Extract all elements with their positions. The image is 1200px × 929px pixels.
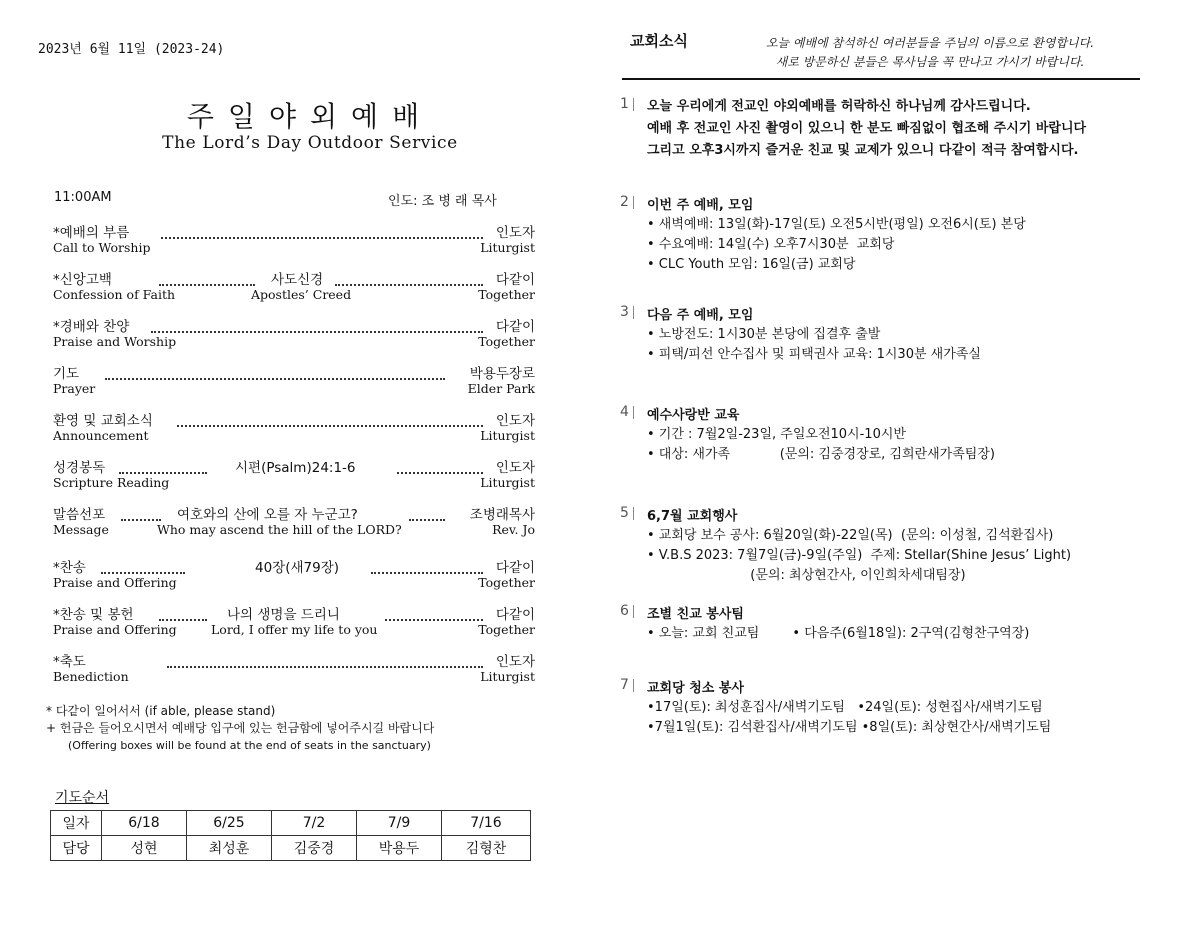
item-korean: *축도 bbox=[53, 654, 86, 670]
leader-dots bbox=[105, 362, 445, 380]
item-english: Praise and Worship bbox=[53, 334, 177, 349]
service-leader: 인도: 조 병 래 목사 bbox=[388, 194, 497, 209]
item-english: Benediction bbox=[53, 669, 129, 684]
section-heading: 다음 주 예배, 모임 bbox=[647, 308, 754, 323]
order-item-offering bbox=[53, 603, 535, 643]
table-row bbox=[51, 811, 531, 836]
leader-dots bbox=[159, 603, 207, 621]
news-section-7 bbox=[620, 677, 1180, 739]
section-number: 1 bbox=[620, 96, 629, 112]
news-section-2 bbox=[620, 194, 1180, 276]
news-section-3 bbox=[620, 304, 1180, 366]
item-korean: *예배의 부름 bbox=[53, 225, 130, 241]
section-body: • 노방전도: 1시30분 본당에 집결후 출발 • 피택/피선 안수집사 및 피택권사 교육: 1시30분 새가족실 bbox=[647, 327, 981, 362]
section-heading: 예수사랑반 교육 bbox=[647, 408, 740, 423]
item-person: 조병래목사 bbox=[469, 507, 535, 523]
section-marker bbox=[633, 306, 634, 319]
leader-dots bbox=[119, 456, 207, 474]
table-cell: 6/25 bbox=[187, 811, 272, 836]
section-body: • 새벽예배: 13일(화)-17일(토) 오전5시반(평일) 오전6시(토) 본당 • 수요예배: 14일(수) 오후7시30분 교회당 • CLC Youth 모임: 16일(금) 교회당 bbox=[647, 217, 1026, 272]
section-marker bbox=[633, 605, 634, 618]
item-english: Announcement bbox=[53, 428, 149, 443]
item-detail: 여호와의 산에 오를 자 누군고? bbox=[177, 507, 358, 523]
item-detail: 사도신경 bbox=[271, 272, 324, 288]
welcome-line-2: 새로 방문하신 분들은 목사님을 꼭 만나고 가시기 바랍니다. bbox=[775, 55, 1085, 69]
section-marker bbox=[633, 507, 634, 520]
title-korean: 주일야외예배 bbox=[186, 100, 434, 133]
section-marker bbox=[633, 679, 634, 692]
leader-dots bbox=[409, 503, 445, 521]
item-person: 다같이 bbox=[495, 272, 535, 288]
table-cell: 7/9 bbox=[357, 811, 442, 836]
offering-note-english: (Offering boxes will be found at the end of seats in the sanctuary) bbox=[68, 739, 431, 752]
item-person-english: Rev. Jo bbox=[492, 522, 535, 537]
leader-dots bbox=[385, 603, 483, 621]
item-detail: 나의 생명을 드리니 bbox=[227, 607, 340, 623]
order-item-scripture bbox=[53, 456, 535, 496]
item-person: 박용두장로 bbox=[469, 366, 535, 382]
item-detail-english: Who may ascend the hill of the LORD? bbox=[157, 522, 402, 537]
item-english: Praise and Offering bbox=[53, 575, 177, 590]
item-korean: *찬송 bbox=[53, 560, 86, 576]
news-section-1 bbox=[620, 96, 1180, 166]
section-number: 4 bbox=[620, 404, 629, 420]
service-date: 2023년 6월 11일 (2023-24) bbox=[38, 42, 225, 57]
table-cell: 김형찬 bbox=[442, 836, 531, 861]
offering-note: + 헌금은 들어오시면서 예배당 입구에 있는 헌금함에 넣어주시길 바랍니다 bbox=[46, 721, 435, 735]
leader-dots bbox=[121, 503, 161, 521]
item-person: 다같이 bbox=[495, 319, 535, 335]
prayer-schedule-title: 기도순서 bbox=[55, 790, 110, 806]
item-korean: *신앙고백 bbox=[53, 272, 112, 288]
section-number: 7 bbox=[620, 677, 629, 693]
table-cell: 성현 bbox=[102, 836, 187, 861]
item-korean: 성경봉독 bbox=[53, 460, 106, 476]
item-korean: 환영 및 교회소식 bbox=[53, 413, 153, 429]
section-body: 오늘 우리에게 전교인 야외예배를 허락하신 하나님께 감사드립니다. 예배 후 전교인 사진 촬영이 있으니 한 분도 빠짐없이 협조해 주시기 바랍니다 그리고 오후3시까지 즐거운 친교 및 교제가 있으니 다같이 적극 참여합시다. bbox=[647, 99, 1087, 158]
item-english: Message bbox=[53, 522, 109, 537]
divider bbox=[622, 78, 1140, 80]
item-person-english: Liturgist bbox=[480, 428, 535, 443]
leader-dots bbox=[101, 556, 185, 574]
item-korean: 말씀선포 bbox=[53, 507, 106, 523]
item-english: Call to Worship bbox=[53, 240, 151, 255]
table-cell: 최성훈 bbox=[187, 836, 272, 861]
item-person: 다같이 bbox=[495, 560, 535, 576]
table-cell: 7/2 bbox=[272, 811, 357, 836]
leader-dots bbox=[159, 268, 255, 286]
item-detail: 시편(Psalm)24:1-6 bbox=[235, 460, 356, 476]
item-detail: 40장(새79장) bbox=[255, 560, 340, 576]
stand-note: * 다같이 일어서서 (if able, please stand) bbox=[46, 704, 276, 718]
order-item-praise-worship bbox=[53, 315, 535, 355]
section-body: • 기간 : 7월2일-23일, 주일오전10시-10시반 • 대상: 새가족 (문의: 김중경장로, 김희란새가족팀장) bbox=[647, 427, 995, 462]
leader-dots bbox=[335, 268, 483, 286]
item-person: 인도자 bbox=[495, 413, 535, 429]
table-cell: 김중경 bbox=[272, 836, 357, 861]
item-detail-english: Lord, I offer my life to you bbox=[211, 622, 378, 637]
leader-dots bbox=[177, 409, 483, 427]
item-person: 다같이 bbox=[495, 607, 535, 623]
prayer-schedule-table bbox=[50, 810, 531, 861]
table-cell: 6/18 bbox=[102, 811, 187, 836]
order-item-call-to-worship bbox=[53, 221, 535, 261]
section-marker bbox=[633, 406, 634, 419]
item-korean: 기도 bbox=[53, 366, 80, 382]
order-item-confession bbox=[53, 268, 535, 308]
leader-dots bbox=[167, 650, 483, 668]
item-person-english: Elder Park bbox=[467, 381, 535, 396]
section-body: •17일(토): 최성훈집사/새벽기도팀 •24일(토): 성현집사/새벽기도팀 •7월1일(토): 김석환집사/새벽기도팀 •8일(토): 최상현간사/새벽기도팀 bbox=[647, 700, 1052, 735]
item-person-english: Together bbox=[478, 622, 535, 637]
service-time: 11:00AM bbox=[54, 190, 112, 205]
section-number: 6 bbox=[620, 603, 629, 619]
order-item-prayer bbox=[53, 362, 535, 402]
item-english: Praise and Offering bbox=[53, 622, 177, 637]
section-heading: 교회당 청소 봉사 bbox=[647, 681, 744, 696]
table-row bbox=[51, 836, 531, 861]
item-person-english: Together bbox=[478, 287, 535, 302]
table-cell: 7/16 bbox=[442, 811, 531, 836]
item-detail-english: Apostles’ Creed bbox=[251, 287, 352, 302]
section-marker bbox=[633, 196, 634, 209]
item-person: 인도자 bbox=[495, 225, 535, 241]
leader-dots bbox=[397, 456, 483, 474]
section-number: 2 bbox=[620, 194, 629, 210]
service-notes bbox=[46, 703, 434, 754]
item-english: Confession of Faith bbox=[53, 287, 176, 302]
table-cell: 박용두 bbox=[357, 836, 442, 861]
item-person-english: Together bbox=[478, 575, 535, 590]
leader-dots bbox=[371, 556, 483, 574]
news-section-5 bbox=[620, 505, 1180, 587]
section-marker bbox=[633, 98, 634, 111]
section-heading: 6,7월 교회행사 bbox=[647, 509, 738, 524]
item-person-english: Liturgist bbox=[480, 669, 535, 684]
section-body: • 오늘: 교회 친교팀 • 다음주(6월18일): 2구역(김형찬구역장) bbox=[647, 626, 1030, 641]
item-person-english: Liturgist bbox=[480, 475, 535, 490]
news-section-6 bbox=[620, 603, 1180, 648]
order-item-hymn bbox=[53, 556, 535, 596]
leader-dots bbox=[151, 315, 483, 333]
item-english: Prayer bbox=[53, 381, 96, 396]
item-person: 인도자 bbox=[495, 654, 535, 670]
order-item-message bbox=[53, 503, 535, 543]
welcome-line-1: 오늘 예배에 참석하신 여러분들을 주님의 이름으로 환영합니다. bbox=[765, 36, 1095, 50]
news-title: 교회소식 bbox=[630, 32, 688, 50]
leader-dots bbox=[161, 221, 483, 239]
section-number: 5 bbox=[620, 505, 629, 521]
order-item-benediction bbox=[53, 650, 535, 690]
table-cell: 담당 bbox=[51, 836, 102, 861]
section-body: • 교회당 보수 공사: 6월20일(화)-22일(목) (문의: 이성철, 김석환집사) • V.B.S 2023: 7월7일(금)-9일(주일) 주제: Stellar(Shine Jesus’ Light) (문의: 최상현간사, 이인희차세대팀장) bbox=[647, 528, 1072, 583]
item-korean: *경배와 찬양 bbox=[53, 319, 130, 335]
item-person: 인도자 bbox=[495, 460, 535, 476]
section-heading: 이번 주 예배, 모임 bbox=[647, 198, 754, 213]
table-cell: 일자 bbox=[51, 811, 102, 836]
title-english: The Lord’s Day Outdoor Service bbox=[162, 133, 458, 153]
section-number: 3 bbox=[620, 304, 629, 320]
item-person-english: Together bbox=[478, 334, 535, 349]
item-person-english: Liturgist bbox=[480, 240, 535, 255]
section-heading: 조별 친교 봉사팀 bbox=[647, 607, 744, 622]
announcements-page bbox=[600, 0, 1200, 929]
welcome-message bbox=[730, 34, 1130, 72]
item-korean: *찬송 및 봉헌 bbox=[53, 607, 134, 623]
item-english: Scripture Reading bbox=[53, 475, 170, 490]
news-section-4 bbox=[620, 404, 1180, 466]
order-item-announcement bbox=[53, 409, 535, 449]
